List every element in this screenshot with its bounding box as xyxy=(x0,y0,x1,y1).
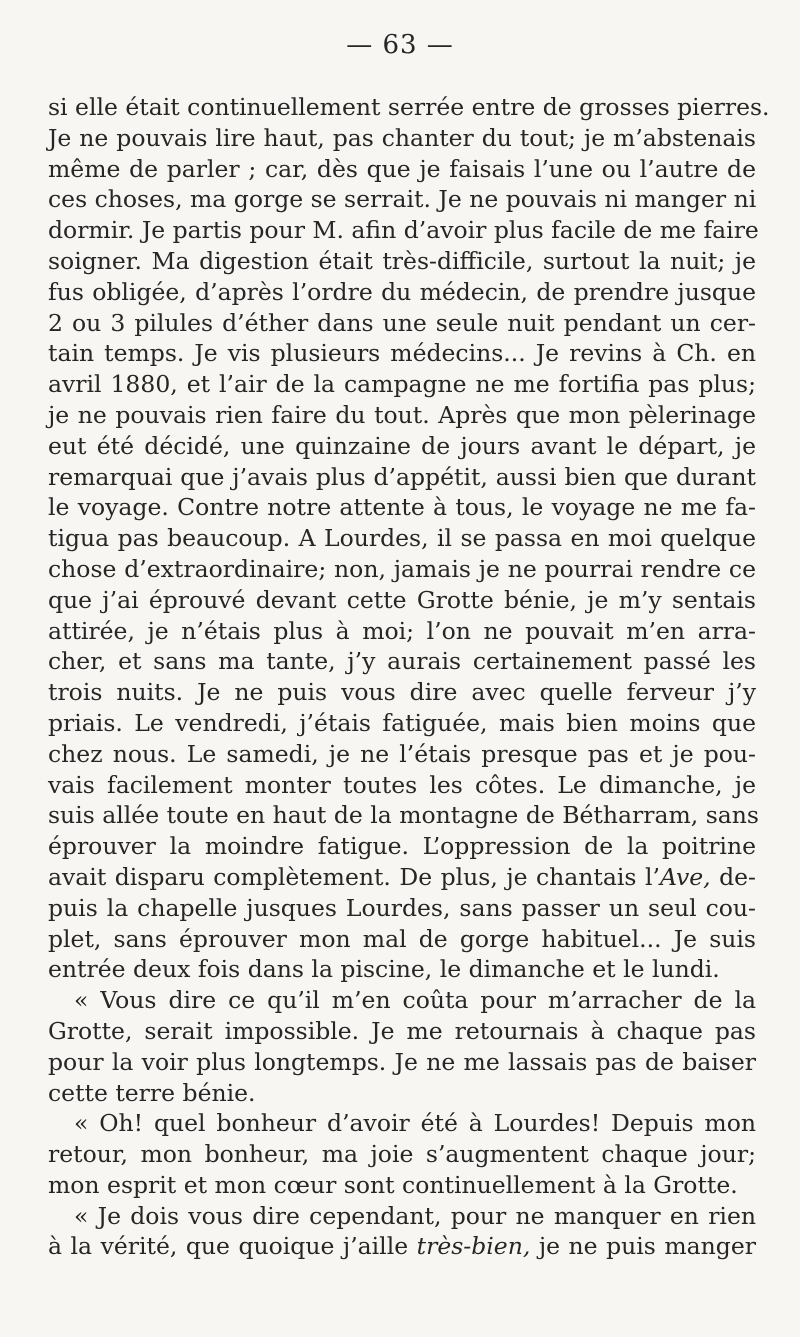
text-run: Grotte, serait impossible. Je me retournais à chaque pas xyxy=(48,1016,756,1045)
text-line xyxy=(48,1047,756,1078)
text-run: trois nuits. Je ne puis vous dire avec quelle ferveur j’y xyxy=(48,678,756,707)
paragraph xyxy=(48,92,770,985)
text-run: je ne puis manger xyxy=(530,1232,756,1261)
text-line xyxy=(48,154,756,185)
paragraph xyxy=(48,985,756,1108)
text-run: « Je dois vous dire cependant, pour ne manquer en rien xyxy=(74,1201,756,1230)
page-number: — 63 — xyxy=(346,30,454,60)
text-line xyxy=(48,954,756,985)
text-run: eut été décidé, une quinzaine de jours avant le départ, je xyxy=(48,431,756,460)
text-line xyxy=(48,800,759,831)
text-line xyxy=(48,739,756,770)
text-line xyxy=(48,1201,756,1232)
text-run: puis la chapelle jusques Lourdes, sans passer un seul cou- xyxy=(48,893,756,922)
text-line xyxy=(48,215,759,246)
text-line xyxy=(48,585,756,616)
italic-text: Ave, xyxy=(659,862,711,891)
text-run: cette terre bénie. xyxy=(48,1078,256,1107)
text-line xyxy=(48,1170,756,1201)
text-line xyxy=(48,400,756,431)
text-run: que j’ai éprouvé devant cette Grotte bénie, je m’y sentais xyxy=(48,585,756,614)
text-run: retour, mon bonheur, ma joie s’augmentent chaque jour; xyxy=(48,1140,756,1169)
text-line xyxy=(48,554,756,585)
text-run: vais facilement monter toutes les côtes. Le dimanche, je xyxy=(48,770,756,799)
text-run: chez nous. Le samedi, je ne l’étais presque pas et je pou- xyxy=(48,739,756,768)
text-line xyxy=(48,831,756,862)
text-run: de- xyxy=(710,862,756,891)
text-run: plet, sans éprouver mon mal de gorge habituel... Je suis xyxy=(48,924,756,953)
text-line xyxy=(48,924,756,955)
text-run: priais. Le vendredi, j’étais fatiguée, mais bien moins que xyxy=(48,708,756,737)
text-line xyxy=(48,462,756,493)
text-run: même de parler ; car, dès que je faisais l’une ou l’autre de xyxy=(48,154,756,183)
text-line xyxy=(48,708,756,739)
text-run: je ne pouvais rien faire du tout. Après que mon pèlerinage xyxy=(48,400,756,429)
text-run: attirée, je n’étais plus à moi; l’on ne pouvait m’en arra- xyxy=(48,616,756,645)
text-line xyxy=(48,1078,756,1109)
text-run: remarquai que j’avais plus d’appétit, aussi bien que durant xyxy=(48,462,756,491)
paragraph xyxy=(48,1108,756,1200)
text-run: si elle était continuellement serrée entre de grosses pierres. xyxy=(48,93,770,121)
text-line xyxy=(48,123,756,154)
text-line xyxy=(48,646,756,677)
text-line xyxy=(48,985,756,1016)
text-line xyxy=(48,616,756,647)
text-line xyxy=(48,308,756,339)
text-line xyxy=(48,369,756,400)
text-run: suis allée toute en haut de la montagne de Bétharram, sans xyxy=(48,801,759,830)
text-run: chose d’extraordinaire; non, jamais je ne pourrai rendre ce xyxy=(48,554,756,583)
text-run: éprouver la moindre fatigue. L’oppression de la poitrine xyxy=(48,832,756,861)
text-run: pour la voir plus longtemps. Je ne me lassais pas de baiser xyxy=(48,1047,756,1076)
text-run: tigua pas beaucoup. A Lourdes, il se passa en moi quelque xyxy=(48,524,756,553)
text-run: fus obligée, d’après l’ordre du médecin, de prendre jusque xyxy=(48,277,756,306)
text-run: entrée deux fois dans la piscine, le dimanche et le lundi. xyxy=(48,955,720,984)
text-line xyxy=(48,1108,756,1139)
text-run: tain temps. Je vis plusieurs médecins... Je revins à Ch. en xyxy=(48,339,756,368)
text-run: avril 1880, et l’air de la campagne ne me fortifia pas plus; xyxy=(48,370,756,399)
text-run: « Oh! quel bonheur d’avoir été à Lourdes! Depuis mon xyxy=(74,1109,756,1138)
text-run: dormir. Je partis pour M. afin d’avoir plus facile de me faire xyxy=(48,216,759,245)
text-line xyxy=(48,431,756,462)
text-line xyxy=(48,492,756,523)
paragraph xyxy=(48,1201,756,1263)
text-line xyxy=(48,277,756,308)
text-line xyxy=(48,862,756,893)
text-run: ces choses, ma gorge se serrait. Je ne pouvais ni manger ni xyxy=(48,185,757,214)
text-line xyxy=(48,92,770,123)
text-line xyxy=(48,246,756,277)
text-run: « Vous dire ce qu’il m’en coûta pour m’arracher de la xyxy=(74,986,756,1015)
text-line xyxy=(48,1139,756,1170)
text-run: 2 ou 3 pilules d’éther dans une seule nuit pendant un cer- xyxy=(48,308,756,337)
text-run: le voyage. Contre notre attente à tous, le voyage ne me fa- xyxy=(48,493,756,522)
text-run: cher, et sans ma tante, j’y aurais certainement passé les xyxy=(48,647,756,676)
text-line xyxy=(48,770,756,801)
text-line xyxy=(48,1016,756,1047)
text-run: soigner. Ma digestion était très-difficile, surtout la nuit; je xyxy=(48,246,756,275)
body-text xyxy=(48,92,770,1262)
text-line xyxy=(48,1231,756,1262)
italic-text: très-bien, xyxy=(416,1232,531,1261)
text-line xyxy=(48,338,756,369)
text-run: à la vérité, que quoique j’aille xyxy=(48,1232,417,1261)
text-run: mon esprit et mon cœur sont continuellement à la Grotte. xyxy=(48,1170,738,1199)
text-run: avait disparu complètement. De plus, je chantais l’ xyxy=(48,862,660,891)
text-run: Je ne pouvais lire haut, pas chanter du tout; je m’abstenais xyxy=(48,123,756,152)
text-line xyxy=(48,523,756,554)
text-line xyxy=(48,184,756,215)
text-line xyxy=(48,677,756,708)
text-line xyxy=(48,893,756,924)
